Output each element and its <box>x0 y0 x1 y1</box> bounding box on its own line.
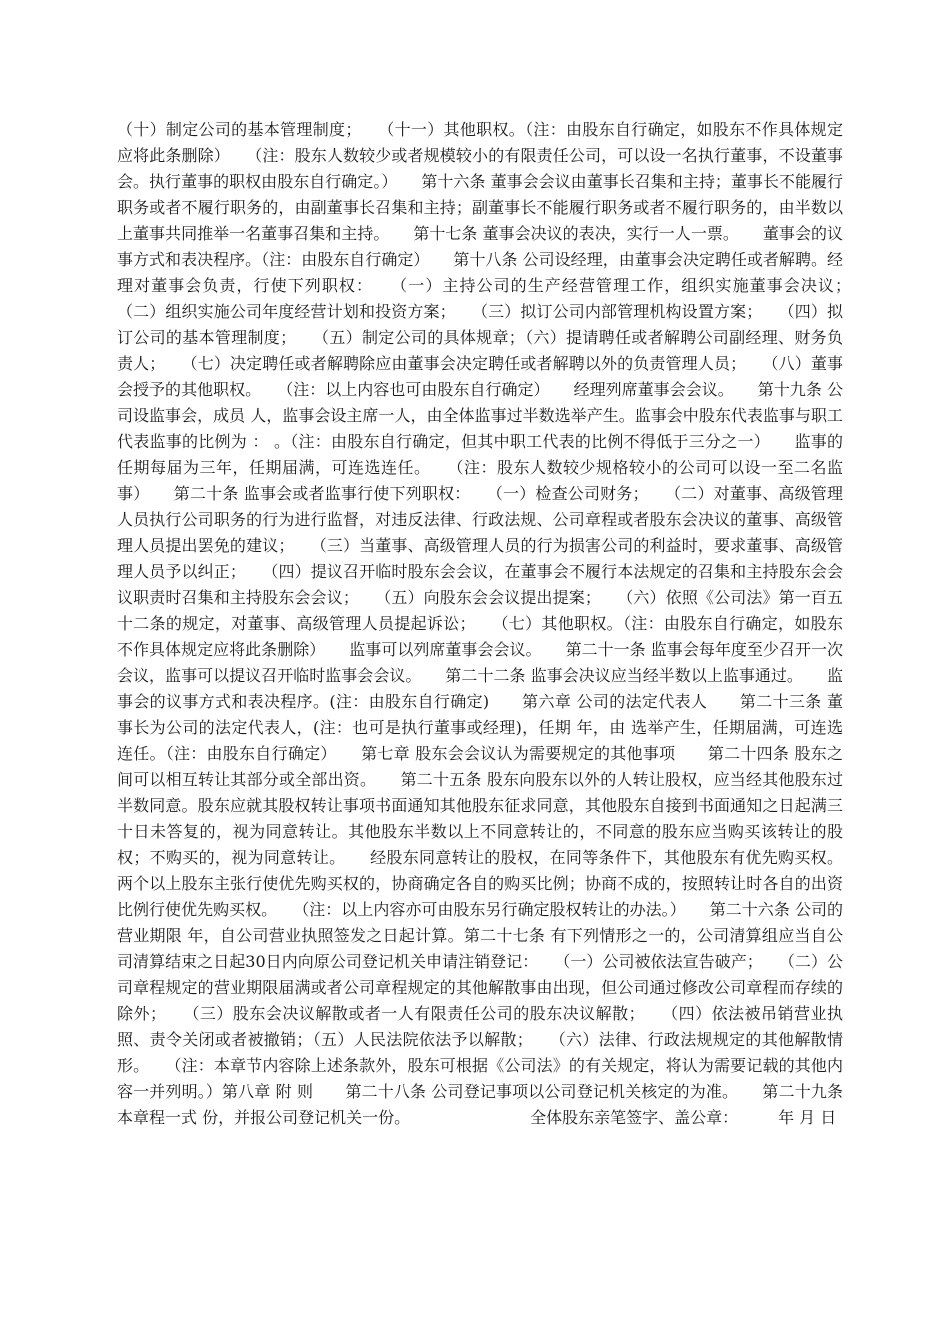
document-body-text: （十）制定公司的基本管理制度； （十一）其他职权。（注：由股东自行确定，如股东不作具体规定应将此条删除） （注：股东人数较少或者规模较小的有限责任公司，可以设一名执行董事，不设董事会。执行董事的职权由股东自行确定。） 第十六条 董事会会议由董事长召集和主持；董事长不能履行职务或者不履行职务的，由副董事长召集和主持；副董事长不能履行职务或者不履行职务的，由半数以上董事共同推举一名董事召集和主持。 第十七条 董事会决议的表决，实行一人一票。 董事会的议事方式和表决程序。（注：由股东自行确定） 第十八条 公司设经理，由董事会决定聘任或者解聘。经理对董事会负责，行使下列职权： （一）主持公司的生产经营管理工作，组织实施董事会决议； （二）组织实施公司年度经营计划和投资方案； （三）拟订公司内部管理机构设置方案； （四）拟订公司的基本管理制度； （五）制定公司的具体规章；（六）提请聘任或者解聘公司副经理、财务负责人； （七）决定聘任或者解聘除应由董事会决定聘任或者解聘以外的负责管理人员； （八）董事会授予的其他职权。 （注：以上内容也可由股东自行确定） 经理列席董事会会议。 第十九条 公司设监事会，成员 人，监事会设主席一人，由全体监事过半数选举产生。监事会中股东代表监事与职工代表监事的比例为 ： 。（注：由股东自行确定，但其中职工代表的比例不得低于三分之一） 监事的任期每届为三年，任期届满，可连选连任。 （注：股东人数较少规格较小的公司可以设一至二名监事） 第二十条 监事会或者监事行使下列职权： （一）检查公司财务； （二）对董事、高级管理人员执行公司职务的行为进行监督，对违反法律、行政法规、公司章程或者股东会决议的董事、高级管理人员提出罢免的建议； （三）当董事、高级管理人员的行为损害公司的利益时，要求董事、高级管理人员予以纠正； （四）提议召开临时股东会会议，在董事会不履行本法规定的召集和主持股东会会议职责时召集和主持股东会会议； （五）向股东会会议提出提案； （六）依照《公司法》第一百五十二条的规定，对董事、高级管理人员提起诉讼； （七）其他职权。（注：由股东自行确定，如股东不作具体规定应将此条删除） 监事可以列席董事会会议。 第二十一条 监事会每年度至少召开一次会议，监事可以提议召开临时监事会会议。 第二十二条 监事会决议应当经半数以上监事通过。 监事会的议事方式和表决程序。(注：由股东自行确定) 第六章 公司的法定代表人 第二十三条 董事长为公司的法定代表人，(注：也可是执行董事或经理)，任期 年，由 选举产生，任期届满，可连选连任。（注：由股东自行确定） 第七章 股东会会议认为需要规定的其他事项 第二十四条 股东之间可以相互转让其部分或全部出资。 第二十五条 股东向股东以外的人转让股权，应当经其他股东过半数同意。股东应就其股权转让事项书面通知其他股东征求同意，其他股东自接到书面通知之日起满三十日未答复的，视为同意转让。其他股东半数以上不同意转让的，不同意的股东应当购买该转让的股权；不购买的，视为同意转让。 经股东同意转让的股权，在同等条件下，其他股东有优先购买权。两个以上股东主张行使优先购买权的，协商确定各自的购买比例；协商不成的，按照转让时各自的出资比例行使优先购买权。 （注：以上内容亦可由股东另行确定股权转让的办法。） 第二十六条 公司的营业期限 年，自公司营业执照签发之日起计算。第二十七条 有下列情形之一的，公司清算组应当自公司清算结束之日起30日内向原公司登记机关申请注销登记： （一）公司被依法宣告破产； （二）公司章程规定的营业期限届满或者公司章程规定的其他解散事由出现，但公司通过修改公司章程而存续的除外； （三）股东会决议解散或者一人有限责任公司的股东决议解散； （四）依法被吊销营业执照、责令关闭或者被撤销；（五）人民法院依法予以解散； （六）法律、行政法规规定的其他解散情形。 （注：本章节内容除上述条款外，股东可根据《公司法》的有关规定，将认为需要记载的其他内容一并列明。）第八章 附 则 第二十八条 公司登记事项以公司登记机关核定的为准。 第二十九条 本章程一式 份，并报公司登记机关一份。 全体股东亲笔签字、盖公章： 年 月 日 <box>117 120 876 1127</box>
